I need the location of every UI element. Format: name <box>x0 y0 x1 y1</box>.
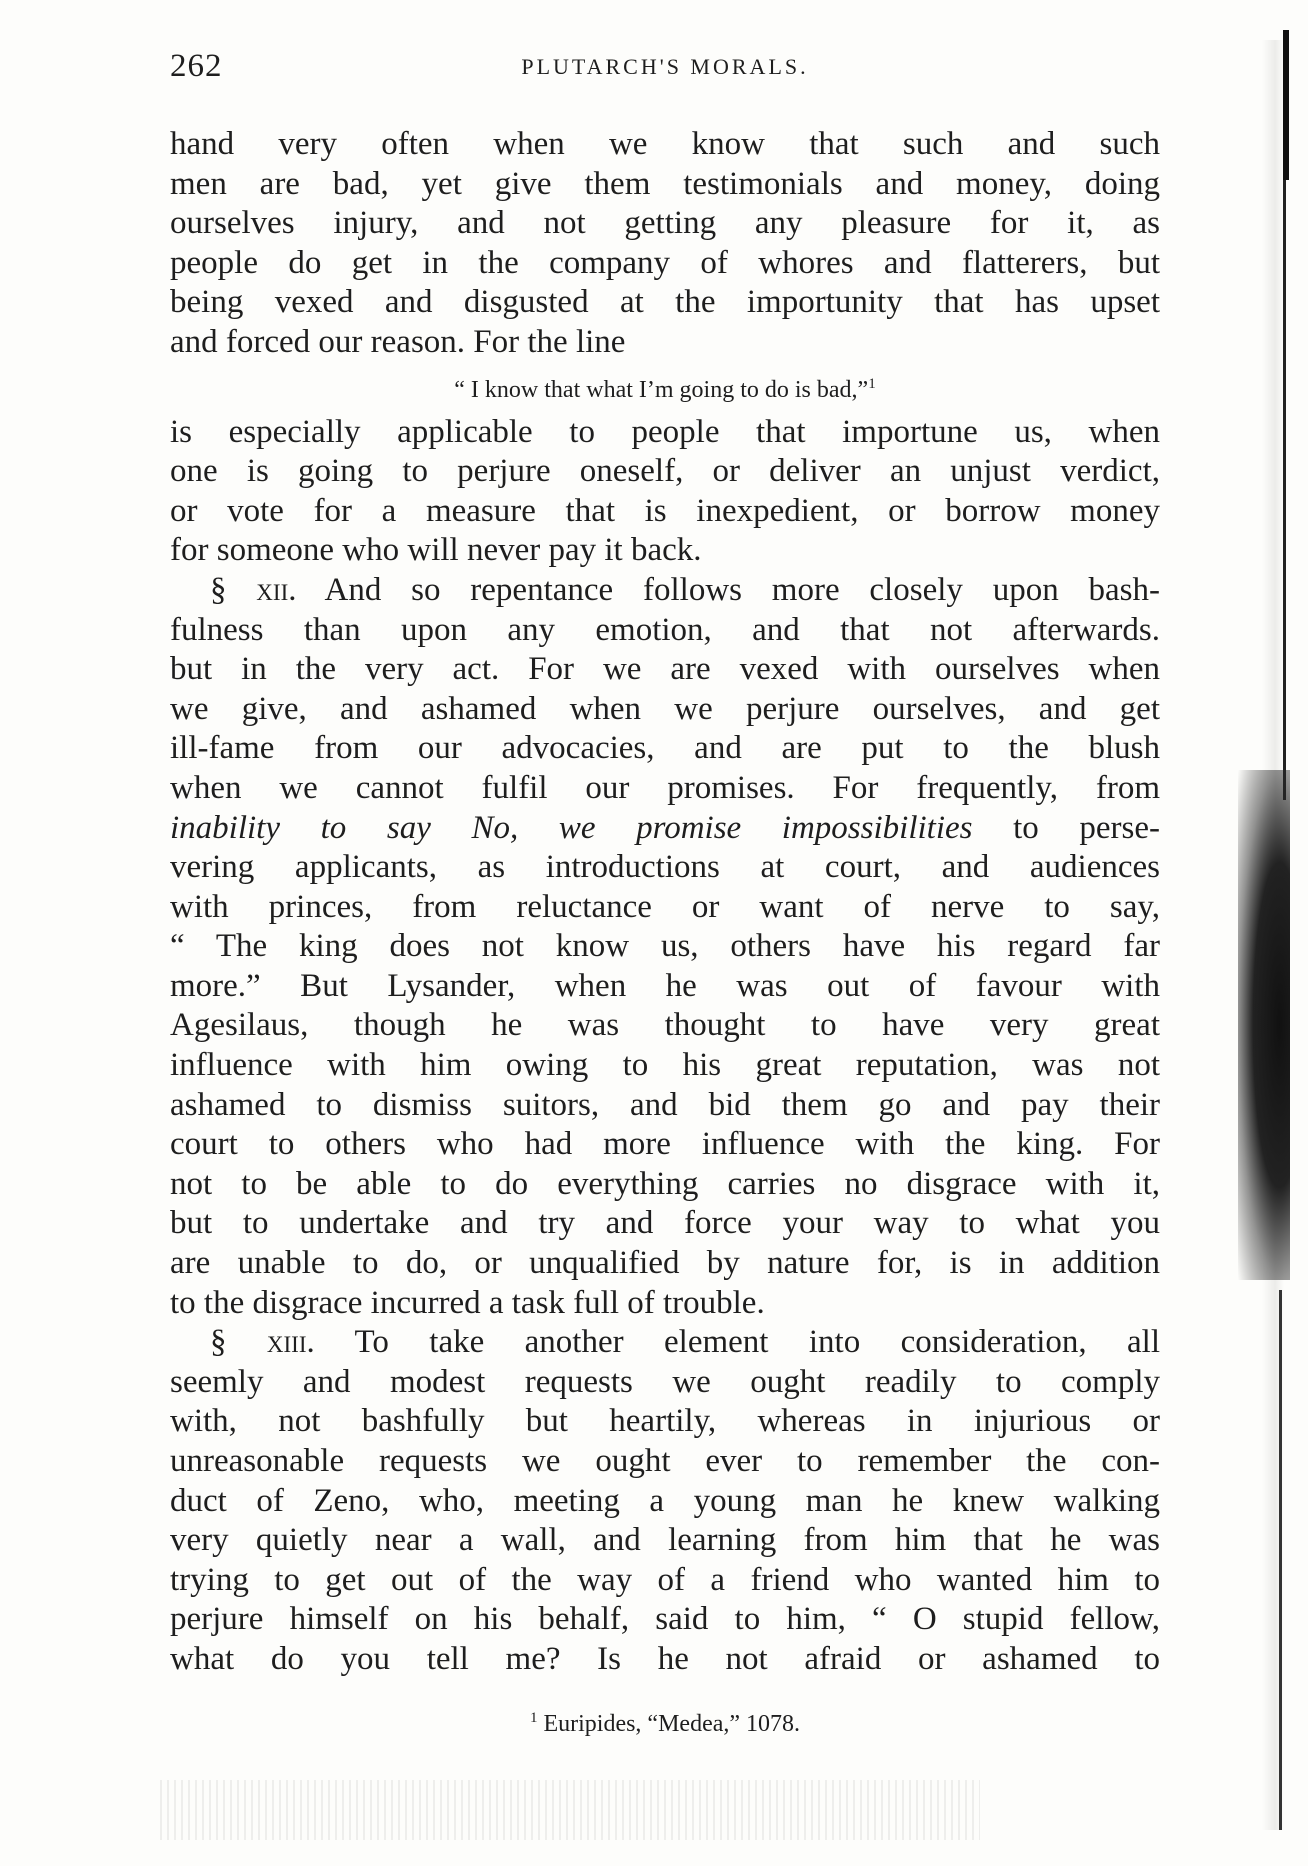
text-line: is especially applicable to people that importune us, when <box>170 413 1160 450</box>
text-line: are unable to do, or unqualified by nature for, is in addition <box>170 1245 1160 1282</box>
text-line: court to others who had more influence with the king. For <box>170 1126 1160 1163</box>
text-line: unreasonable requests we ought ever to remember the con- <box>170 1443 1160 1479</box>
text-line: or vote for a measure that is inexpedient, or borrow money <box>170 492 1160 529</box>
text-line: more.” But Lysander, when he was out of favour with <box>170 967 1160 1004</box>
verse-quote <box>170 363 1160 413</box>
section-xii-heading-line <box>170 571 1160 611</box>
text-line: but to undertake and try and force your way to what you <box>170 1205 1160 1242</box>
body-text <box>170 125 1160 1680</box>
italic-text: inability to say No, we <box>170 809 637 846</box>
text-line: men are bad, yet give them testimonials and money, doing <box>170 165 1160 202</box>
italic-text: promise impossibilities <box>636 809 973 846</box>
section-text: And so repentance follows more closely upon bash- <box>296 571 1160 608</box>
footnote-text: Euripides, “Medea,” 1078. <box>537 1711 801 1737</box>
text-line: Agesilaus, though he was thought to have very great <box>170 1007 1160 1044</box>
binding-edge-mark <box>1279 1290 1282 1830</box>
page-header <box>170 48 1160 98</box>
text-line: fulness than upon any emotion, and that not afterwards. <box>170 611 1160 648</box>
text-line: to the disgrace incurred a task full of trouble. <box>170 1284 765 1321</box>
section-mark: § xiii. <box>210 1324 315 1361</box>
text-line-italic <box>170 809 1160 849</box>
text-line: being vexed and disgusted at the importunity that has upset <box>170 284 1160 321</box>
page-number: 262 <box>170 48 223 84</box>
text-line: ashamed to dismiss suitors, and bid them go and pay their <box>170 1086 1160 1123</box>
text-line: not to be able to do everything carries no disgrace with it, <box>170 1165 1160 1202</box>
text-line: perjure himself on his behalf, said to him, “ O stupid fellow, <box>170 1601 1160 1638</box>
text-line: duct of Zeno, who, meeting a young man he knew walking <box>170 1482 1160 1519</box>
text-line: “ The king does not know us, others have his regard far <box>170 928 1160 965</box>
running-title: PLUTARCH'S MORALS. <box>521 54 809 79</box>
scan-noise <box>160 1780 980 1840</box>
footnote-reference: 1 <box>868 375 876 392</box>
text-line: hand very often when we know that such and such <box>170 126 1160 162</box>
section-xiii-heading-line <box>170 1323 1160 1363</box>
text-line: when we cannot fulfil our promises. For frequently, from <box>170 769 1160 806</box>
text-line: people do get in the company of whores and flatterers, but <box>170 244 1160 281</box>
text-line: ourselves injury, and not getting any pleasure for it, as <box>170 205 1160 242</box>
text-line: what do you tell me? Is he not afraid or ashamed to <box>170 1640 1160 1677</box>
text-line: trying to get out of the way of a friend who wanted him to <box>170 1561 1160 1598</box>
text-line: but in the very act. For we are vexed with ourselves when <box>170 651 1160 688</box>
text-line: ill-fame from our advocacies, and are put to the blush <box>170 730 1160 767</box>
text-line: for someone who will never pay it back. <box>170 532 702 569</box>
text-line: influence with him owing to his great reputation, was not <box>170 1047 1160 1084</box>
text-line: seemly and modest requests we ought readily to comply <box>170 1363 1160 1400</box>
text-line: with, not bashfully but heartily, whereas in injurious or <box>170 1403 1160 1440</box>
text-line: vering applicants, as introductions at court, and audiences <box>170 849 1160 886</box>
footnote <box>170 1710 1160 1738</box>
text-segment: to perse- <box>972 809 1160 846</box>
section-text: To take another element into consideration, all <box>314 1324 1161 1361</box>
text-line: one is going to perjure oneself, or deliver an unjust verdict, <box>170 453 1160 490</box>
footnote-marker: 1 <box>529 1710 538 1726</box>
text-line: with princes, from reluctance or want of nerve to say, <box>170 888 1160 925</box>
binding-edge-shadow <box>1238 770 1290 1280</box>
text-line: we give, and ashamed when we perjure ourselves, and get <box>170 690 1160 727</box>
text-line: and forced our reason. For the line <box>170 323 626 360</box>
binding-edge-mark <box>1283 180 1286 800</box>
binding-edge-mark <box>1283 30 1289 180</box>
section-mark: § xii. <box>210 571 297 608</box>
text-line: very quietly near a wall, and learning from him that he was <box>170 1522 1160 1559</box>
quote-text: “ I know that what I’m going to do is bad,” <box>454 376 869 403</box>
